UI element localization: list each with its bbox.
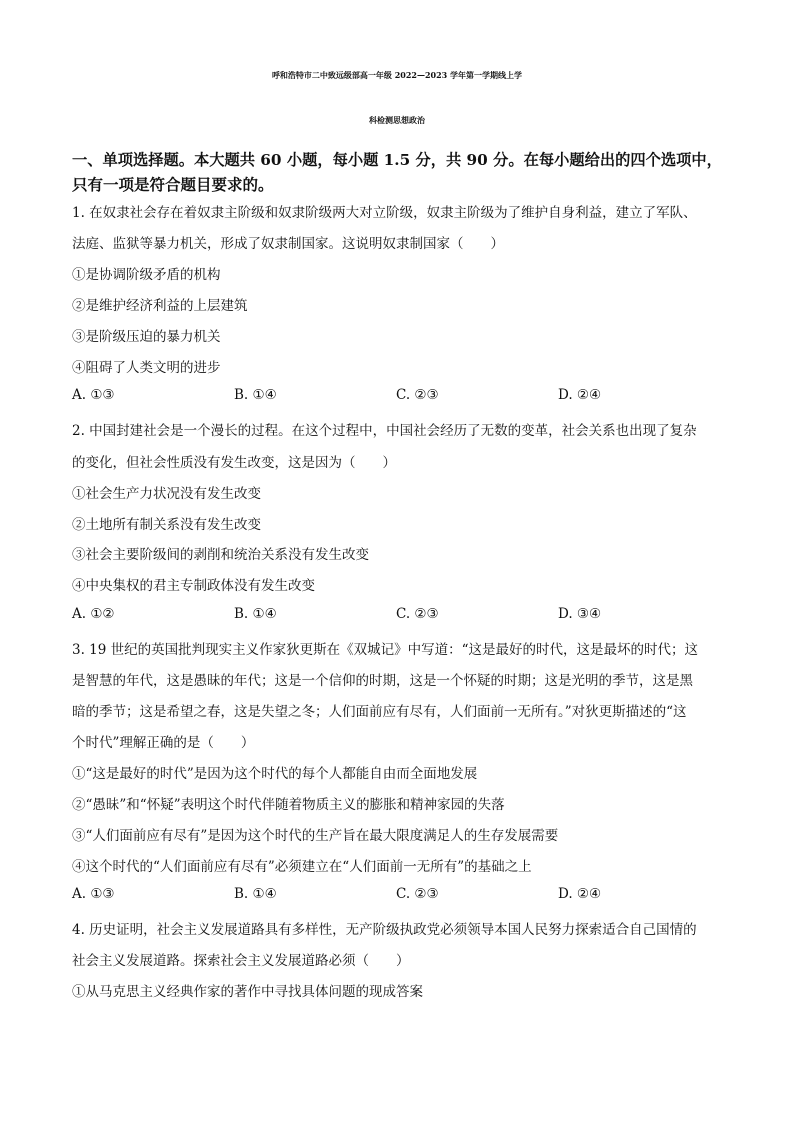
section-heading-line-1: 一、单项选择题。本大题共 60 小题，每小题 1.5 分，共 90 分。在每小题给出的四个选项中，: [72, 151, 722, 169]
option-b: B. ①④: [234, 886, 277, 902]
statement-item: ②“愚昧”和“怀疑”表明这个时代伴随着物质主义的膨胀和精神家园的失落: [72, 797, 505, 813]
question-stem-line: 暗的季节；这是希望之春，这是失望之冬；人们面前应有尽有，人们面前一无所有。”对狄更斯描述的“这: [72, 704, 687, 720]
statement-item: ④这个时代的“人们面前应有尽有”必须建立在“人们面前一无所有”的基础之上: [72, 859, 532, 875]
section-heading-line-2: 只有一项是符合题目要求的。: [72, 175, 274, 194]
option-d: D. ③④: [558, 606, 602, 622]
option-a: A. ①②: [72, 606, 115, 622]
option-a: A. ①③: [72, 886, 115, 902]
option-a: A. ①③: [72, 387, 115, 403]
option-b: B. ①④: [234, 606, 277, 622]
question-stem-line: 2. 中国封建社会是一个漫长的过程。在这个过程中，中国社会经历了无数的变革，社会关系也出现了复杂: [72, 423, 697, 439]
question-stem-line: 的变化，但社会性质没有发生改变，这是因为（ ）: [72, 455, 396, 471]
option-b: B. ①④: [234, 387, 277, 403]
statement-item: ①从马克思主义经典作家的著作中寻找具体问题的现成答案: [72, 984, 423, 1000]
question-stem-line: 1. 在奴隶社会存在着奴隶主阶级和奴隶阶级两大对立阶级，奴隶主阶级为了维护自身利益，建立了军队、: [72, 205, 697, 221]
option-c: C. ②③: [396, 886, 439, 902]
statement-item: ③是阶级压迫的暴力机关: [72, 329, 221, 345]
question-stem-line: 法庭、监狱等暴力机关，形成了奴隶制国家。这说明奴隶制国家（ ）: [72, 236, 504, 252]
question-stem-line: 是智慧的年代，这是愚昧的年代；这是一个信仰的时期，这是一个怀疑的时期；这是光明的季节，这是黑: [72, 673, 693, 689]
option-d: D. ②④: [558, 886, 602, 902]
option-c: C. ②③: [396, 387, 439, 403]
statement-item: ③“人们面前应有尽有”是因为这个时代的生产旨在最大限度满足人的生存发展需要: [72, 828, 559, 844]
statement-item: ④阻碍了人类文明的进步: [72, 360, 221, 376]
statement-item: ①社会生产力状况没有发生改变: [72, 486, 261, 502]
title-line-2: 科检测思想政治: [369, 115, 425, 125]
title-line-1: 呼和浩特市二中致远级部高一年级 2022—2023 学年第一学期线上学: [271, 70, 523, 80]
option-d: D. ②④: [558, 387, 602, 403]
statement-item: ①是协调阶级矛盾的机构: [72, 267, 221, 283]
statement-item: ②土地所有制关系没有发生改变: [72, 517, 261, 533]
statement-item: ①“这是最好的时代”是因为这个时代的每个人都能自由而全面地发展: [72, 766, 478, 782]
question-stem-line: 3. 19 世纪的英国批判现实主义作家狄更斯在《双城记》中写道：“这是最好的时代，这是最坏的时代；这: [72, 642, 699, 658]
statement-item: ②是维护经济利益的上层建筑: [72, 298, 248, 314]
statement-item: ④中央集权的君主专制政体没有发生改变: [72, 578, 315, 594]
statement-item: ③社会主要阶级间的剥削和统治关系没有发生改变: [72, 547, 369, 563]
option-c: C. ②③: [396, 606, 439, 622]
question-stem-line: 个时代”理解正确的是（ ）: [72, 735, 255, 751]
question-stem-line: 社会主义发展道路。探索社会主义发展道路必须（ ）: [72, 953, 410, 969]
question-stem-line: 4. 历史证明，社会主义发展道路具有多样性，无产阶级执政党必须领导本国人民努力探索适合自己国情的: [72, 922, 697, 938]
